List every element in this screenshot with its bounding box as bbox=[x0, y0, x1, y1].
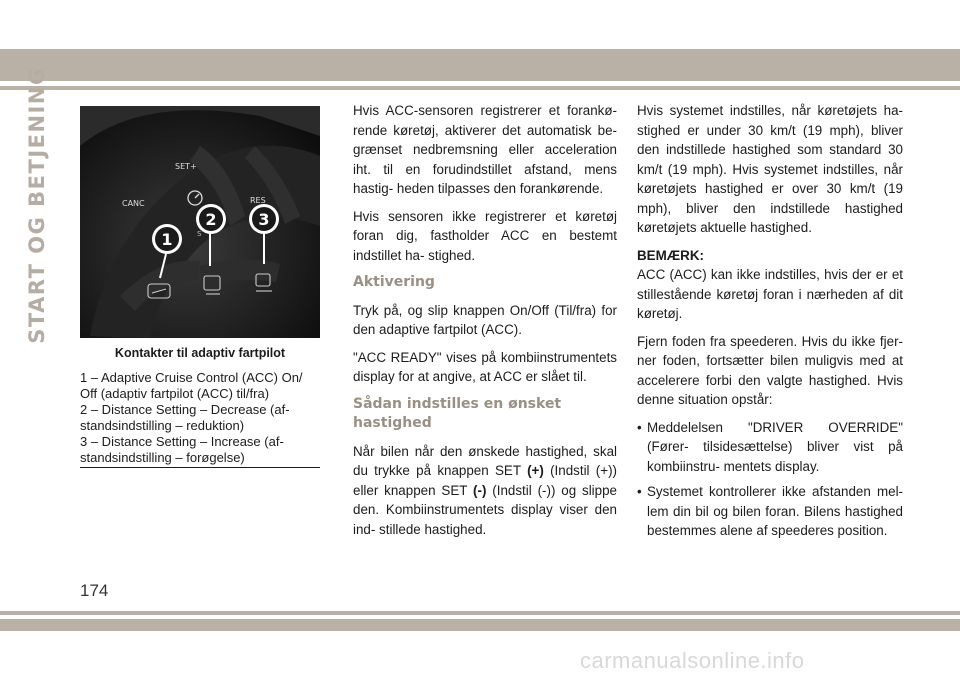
bottom-decor-band bbox=[0, 619, 960, 631]
watermark: carmanualsonline.info bbox=[580, 648, 805, 673]
paragraph: "ACC READY" vises på kombiinstrumentets display for at angive, at ACC er slået til. bbox=[353, 349, 617, 384]
steering-wheel-photo bbox=[80, 106, 320, 338]
heading-set-speed: Sådan indstilles en ønsket hastighed bbox=[353, 395, 562, 431]
top-decor-band bbox=[0, 49, 960, 81]
svg-text:3: 3 bbox=[258, 210, 270, 229]
steering-wheel-illustration bbox=[80, 106, 320, 338]
paragraph: Tryk på, og slip knappen On/Off (Til/fra) for den adaptive fartpilot (ACC). bbox=[353, 302, 617, 337]
bottom-decor-line bbox=[0, 611, 960, 615]
legend-rule bbox=[80, 467, 320, 468]
section-tab bbox=[22, 66, 52, 344]
svg-text:2: 2 bbox=[205, 210, 217, 229]
heading-aktivering: Aktivering bbox=[353, 274, 435, 290]
bullet-item: • Meddelelsen "DRIVER OVERRIDE" (Fører- tilsidesættelse) bliver vist på kombiinstru- mentets display. bbox=[637, 418, 903, 483]
paragraph: Hvis ACC-sensoren registrerer et forankø- rende køretøj, aktiverer det automatisk be- grænset nedbremsning eller acceleration iht. til en forudindstillet afstand, mens hastig- heden tilpasses den forankørende. bbox=[353, 103, 617, 196]
legend-item-1: 1 – Adaptive Cruise Control (ACC) On/ Off (adaptiv fartpilot (ACC) til/fra) bbox=[80, 370, 303, 401]
callout-3 bbox=[249, 204, 279, 234]
paragraph: Hvis sensoren ikke registrerer et køretøj foran dig, fastholder ACC en bestemt indstillet ha- stighed. bbox=[353, 208, 617, 263]
text-column-2 bbox=[637, 101, 903, 547]
note-label: BEMÆRK: bbox=[637, 247, 704, 263]
bullet-item: • Systemet kontrollerer ikke afstanden mel- lem din bil og bilen foran. Bilens hastighed bestemmes alene af speederes position. bbox=[637, 482, 903, 547]
legend-item-2: 2 – Distance Setting – Decrease (af- standsindstilling – reduktion) bbox=[80, 402, 290, 433]
legend-item-3: 3 – Distance Setting – Increase (af- standsindstilling – forøgelse) bbox=[80, 434, 284, 465]
callout-1 bbox=[152, 224, 182, 254]
callout-2 bbox=[196, 204, 226, 234]
label-canc: CANC bbox=[122, 199, 145, 208]
set-minus-label: (-) bbox=[473, 482, 487, 498]
label-set-plus: SET+ bbox=[175, 162, 197, 171]
paragraph: Hvis systemet indstilles, når køretøjets ha- stighed er under 30 km/t (19 mph), bliver den indstillede hastighed som standard 30 km/t (19 mph). Hvis systemet indstilles, når køretøjets hastighed er over 30 km/t (19 mph), bliver den indstillede hastighed køretøjets aktuelle hastighed. bbox=[637, 103, 903, 235]
label-res: RES bbox=[250, 196, 266, 205]
svg-text:1: 1 bbox=[161, 230, 173, 249]
section-title: START OG BETJENING bbox=[25, 66, 49, 344]
set-plus-label: (+) bbox=[527, 463, 544, 478]
label-s: S bbox=[197, 230, 202, 238]
figure-caption: Kontakter til adaptiv fartpilot bbox=[114, 346, 286, 360]
paragraph-set-speed: Når bilen når den ønskede hastighed, skal du trykke på knappen SET (+) (Indstil (+)) eller knappen SET (-) (Indstil (-)) og slippe den. Kombiinstrumentets display viser den ind- stillede hastighed. bbox=[353, 443, 617, 537]
bullet-dot: • bbox=[637, 484, 642, 499]
text-column-1 bbox=[353, 101, 617, 547]
bullet-dot: • bbox=[637, 419, 642, 435]
note-text: ACC (ACC) kan ikke indstilles, hvis der er et stillestående køretøj foran i nærheden af dit køretøj. bbox=[637, 267, 903, 321]
paragraph: Fjern foden fra speederen. Hvis du ikke fjer- ner foden, fortsætter bilen muligvis med at accelerere forbi den valgte hastighed. Hvis denne situation opstår: bbox=[637, 333, 903, 407]
page-number: 174 bbox=[80, 581, 109, 600]
top-decor-line bbox=[0, 86, 960, 90]
figure-legend bbox=[80, 370, 320, 466]
